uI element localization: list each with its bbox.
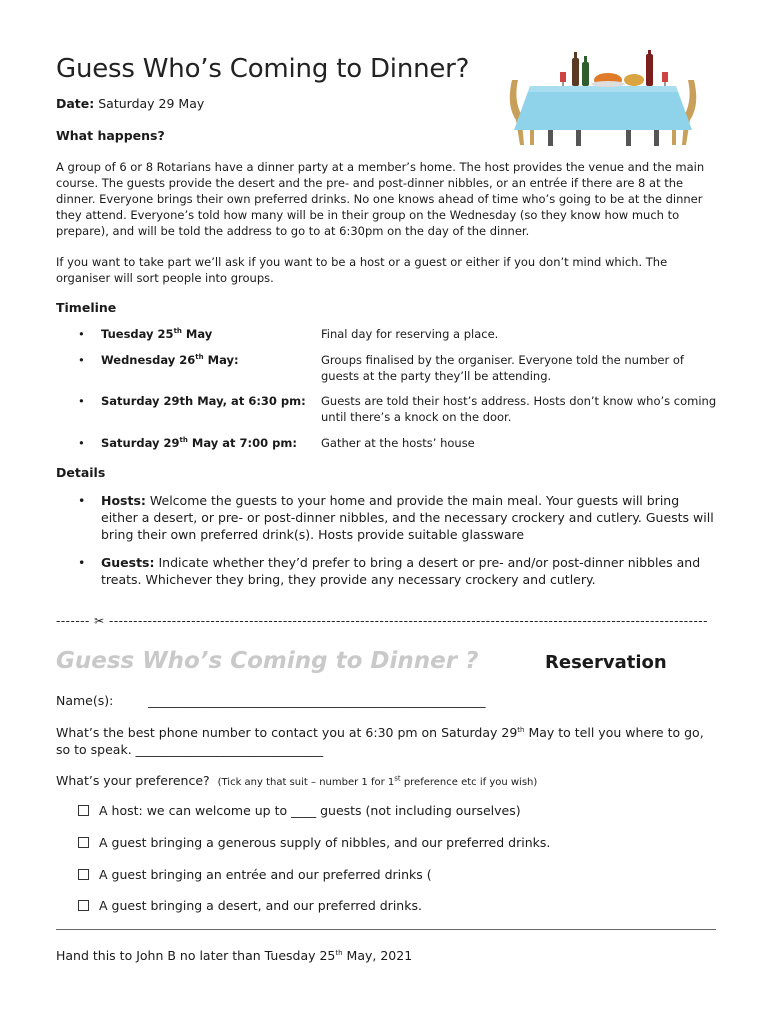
wine-bottle [646,54,653,86]
timeline-date: Saturday 29th May, at 6:30 pm: [101,394,306,408]
names-label: Name(s): [56,693,114,708]
wine-glass [662,72,668,82]
preference-note: (Tick any that suit – number 1 for 1st preference etc if you wish) [217,774,538,788]
dinner-table-illustration [496,50,710,148]
checkbox-icon[interactable] [78,805,89,816]
preference-label: What’s your preference? [56,773,210,788]
checkbox-icon[interactable] [78,869,89,880]
date-value: Saturday 29 May [98,96,205,111]
names-field[interactable]: ______________________________________________________ [148,693,486,708]
what-happens-heading: What happens? [56,128,165,143]
dessert-dish [624,74,644,86]
timeline-heading: Timeline [56,300,117,315]
wine-bottle [582,62,589,86]
bullet: • [78,327,85,341]
guests-label: Guests: [101,555,155,570]
timeline-date: Wednesday 26th May: [101,353,239,367]
tablecloth [514,86,692,130]
option-guest-desert[interactable] [78,898,422,913]
checkbox-icon[interactable] [78,900,89,911]
option-host[interactable] [78,803,521,818]
take-part-paragraph: If you want to take part we’ll ask if you want to be a host or a guest or either if you don’t mind which. The organiser will sort people into groups. [56,255,668,285]
details-heading: Details [56,465,106,480]
checkbox-icon[interactable] [78,837,89,848]
timeline-description: Groups finalised by the organiser. Everyone told the number of guests at the party they’ll be attending. [321,353,684,383]
date-label: Date: [56,96,95,111]
names-row [56,692,486,709]
phone-question[interactable]: What’s the best phone number to contact you at 6:30 pm on Saturday 29th May to tell you where to go, so to speak. ______________________________ [56,725,704,757]
timeline-date: Tuesday 25th May [101,327,213,341]
timeline-date: Saturday 29th May at 7:00 pm: [101,436,297,450]
divider [56,929,716,930]
option-guest-entree[interactable] [78,867,432,882]
wine-bottle [572,58,579,86]
page-title: Guess Who’s Coming to Dinner? [56,54,470,84]
wine-glass [560,72,566,82]
hosts-label: Hosts: [101,493,146,508]
option-label: A guest bringing a desert, and our preferred drinks. [99,898,422,913]
option-label: A host: we can welcome up to ____ guests (not including ourselves) [99,803,521,818]
bullet: • [78,493,86,508]
timeline-description: Final day for reserving a place. [321,327,499,341]
scissors-icon: ✂ [94,614,105,628]
what-happens-paragraph: A group of 6 or 8 Rotarians have a dinner party at a member’s home. The host provides the venue and the main course. The guests provide the desert and the pre- and post-dinner nibbles, or an entrée if there are 8 at the dinner. Everyone brings their own preferred drinks. No one knows ahead of time who’s going to be at the dinner they attend. Everyone’s told how many will be in their group on the Wednesday (so they know how much to prepare), and will be told the address to go to at 6:30pm on the day of the dinner. [56,160,705,238]
option-guest-nibbles[interactable] [78,835,550,850]
reservation-heading: Reservation [545,652,667,673]
cut-line: ------- ✂ ---------------------------------------------------------------------------------------------------------------------------- [56,614,708,628]
bullet: • [78,353,85,367]
timeline-description: Gather at the hosts’ house [321,436,475,450]
guests-text: Indicate whether they’d prefer to bring a desert or pre- and/or post-dinner nibbles and treats. Whichever they bring, they provide any necessary crockery and cutlery. [101,555,701,587]
footer-note: Hand this to John B no later than Tuesday 25th May, 2021 [56,948,413,963]
hosts-text: Welcome the guests to your home and provide the main meal. Your guests will bring either a desert, or pre- or post-dinner nibbles, and the necessary crockery and cutlery. Guests will bring their own preferred drink(s). Hosts provide suitable glassware [101,493,714,542]
timeline-description: Guests are told their host’s address. Hosts don’t know who’s coming until there’s a knock on the door. [321,394,717,424]
form-title: Guess Who’s Coming to Dinner ? [56,648,479,674]
bullet: • [78,394,85,408]
preference-question [56,772,537,791]
event-date [56,96,204,111]
bullet: • [78,436,85,450]
bullet: • [78,555,86,570]
option-label: A guest bringing an entrée and our preferred drinks ( [99,867,432,882]
option-label: A guest bringing a generous supply of nibbles, and our preferred drinks. [99,835,551,850]
